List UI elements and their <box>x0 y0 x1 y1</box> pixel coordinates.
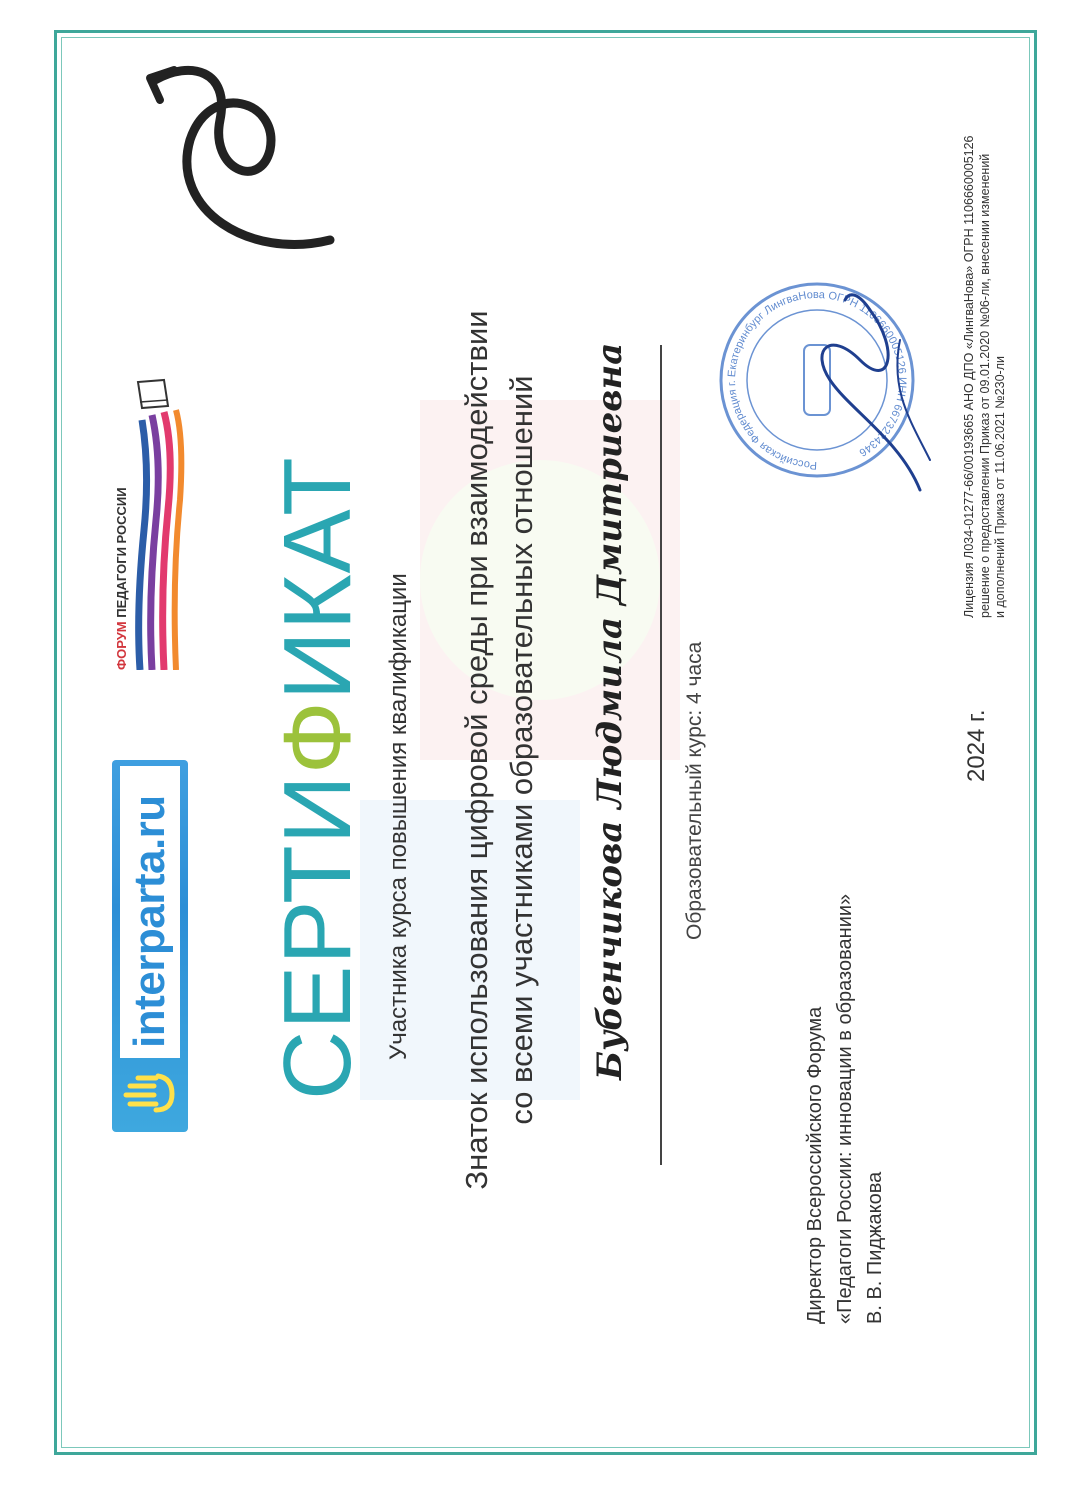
forum-subtitle: ПЕДАГОГИ РОССИИ <box>114 487 129 618</box>
signer-block <box>800 894 890 1324</box>
recipient-name: Бубенчикова Людмила Дмитриевна <box>590 342 630 1080</box>
handwritten-signature <box>790 280 950 500</box>
swirl-arrow-icon <box>130 40 360 270</box>
license-line: Лицензия Л034-01277-66/00193665 АНО ДПО «ЛингваНова» ОГРН 1106660005126 <box>962 135 976 618</box>
signer-forum: «Педагоги России: инновации в образовании» <box>834 893 856 1324</box>
title-accent: КАТ <box>264 456 371 631</box>
course-title-line: со всеми участниками образовательных отношений <box>503 375 539 1125</box>
interparta-logo <box>112 760 188 1132</box>
course-hours: Образовательный курс: 4 часа <box>683 641 706 940</box>
signer-position: Директор Всероссийского Форума <box>804 1006 826 1324</box>
license-line: решение о предоставлении Приказ от 09.01.2020 №06-ли, внесении изменений <box>977 153 992 618</box>
certificate-subtitle: Участника курса повышения квалификации <box>385 573 412 1060</box>
course-title-line: Знаток использования цифровой среды при взаимодействии <box>459 310 494 1190</box>
interparta-wordmark: interparta.ru <box>120 766 180 1058</box>
title-part: И <box>264 630 371 701</box>
title-accent: Ф <box>264 700 371 775</box>
license-line: и дополнений Приказ от 11.06.2021 №230-ли <box>993 356 1008 618</box>
forum-logo <box>106 370 186 670</box>
forum-ribbon-icon <box>134 370 186 670</box>
signer-name: В. В. Пиджакова <box>864 1171 886 1324</box>
forum-word: ФОРУМ <box>114 621 129 670</box>
certificate-title <box>264 456 371 1100</box>
forum-logo-text <box>114 487 129 670</box>
name-underline <box>660 345 662 1165</box>
license-info <box>962 18 1009 618</box>
issue-year: 2024 г. <box>963 709 990 782</box>
hand-icon <box>116 1058 184 1128</box>
course-title <box>455 220 545 1280</box>
stamp-text: Российская Федерация г. Екатеринбург ЛингваНова ОГРН 1106660005126 ИНН 6673224346 <box>725 288 909 472</box>
title-part: СЕРТИ <box>264 774 371 1100</box>
